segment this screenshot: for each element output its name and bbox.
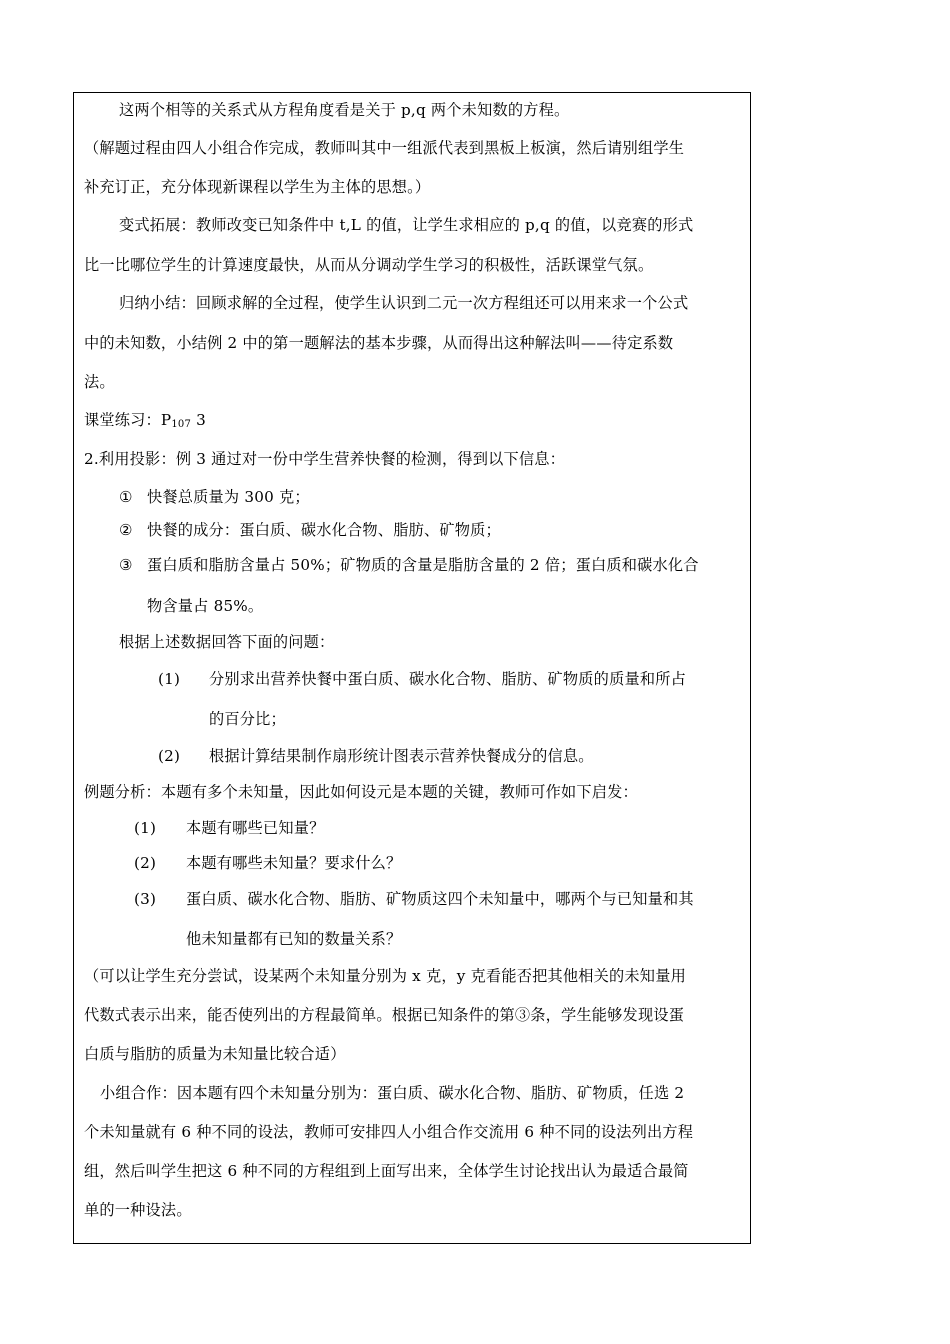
paragraph-line: 归纳小结：回顾求解的全过程，使学生认识到二元一次方程组还可以用来求一个公式 — [119, 294, 689, 312]
analysis-number: (3) — [134, 890, 157, 908]
analysis-text: 他未知量都有已知的数量关系？ — [186, 930, 402, 948]
paragraph-line: 组，然后叫学生把这 6 种不同的方程组到上面写出来，全体学生讨论找出认为最适合最简 — [84, 1162, 689, 1180]
condition-number: ② — [119, 521, 133, 539]
paragraph-line: 法。 — [84, 373, 115, 391]
analysis-text: 本题有哪些未知量？要求什么？ — [186, 854, 402, 872]
condition-text: 快餐总质量为 300 克； — [147, 488, 310, 506]
paragraph-line: 这两个相等的关系式从方程角度看是关于 p,q 两个未知数的方程。 — [119, 101, 570, 119]
exercise-label: 课堂练习：P — [84, 411, 172, 429]
condition-text: 蛋白质和脂肪含量占 50%；矿物质的含量是脂肪含量的 2 倍；蛋白质和碳水化合 — [147, 556, 699, 574]
paragraph-line: 小组合作：因本题有四个未知量分别为：蛋白质、碳水化合物、脂肪、矿物质，任选 2 — [100, 1084, 685, 1102]
question-text: 的百分比； — [209, 710, 286, 728]
question-number: (2) — [158, 747, 181, 765]
paragraph-line: 单的一种设法。 — [84, 1201, 192, 1219]
question-number: (1) — [158, 670, 181, 688]
question-text: 分别求出营养快餐中蛋白质、碳水化合物、脂肪、矿物质的质量和所占 — [209, 670, 687, 688]
paragraph-line: 代数式表示出来，能否使列出的方程最简单。根据已知条件的第③条，学生能够发现设蛋 — [84, 1006, 685, 1024]
paragraph-line: 变式拓展：教师改变已知条件中 t,L 的值，让学生求相应的 p,q 的值，以竞赛的形式 — [119, 216, 694, 234]
analysis-text: 蛋白质、碳水化合物、脂肪、矿物质这四个未知量中，哪两个与已知量和其 — [186, 890, 694, 908]
paragraph-line: 补充订正，充分体现新课程以学生为主体的思想。） — [84, 178, 431, 196]
condition-text: 快餐的成分：蛋白质、碳水化合物、脂肪、矿物质； — [147, 521, 501, 539]
question-text: 根据计算结果制作扇形统计图表示营养快餐成分的信息。 — [209, 747, 594, 765]
paragraph-line: 比一比哪位学生的计算速度最快，从而从分调动学生学习的积极性，活跃课堂气氛。 — [84, 256, 654, 274]
paragraph-line: 2.利用投影：例 3 通过对一份中学生营养快餐的检测，得到以下信息： — [84, 450, 566, 468]
analysis-number: (2) — [134, 854, 157, 872]
paragraph-line: （可以让学生充分尝试，设某两个未知量分别为 x 克，y 克看能否把其他相关的未知量用 — [84, 967, 686, 985]
analysis-number: (1) — [134, 819, 157, 837]
paragraph-line: 中的未知数，小结例 2 中的第一题解法的基本步骤，从而得出这种解法叫——待定系数 — [84, 334, 674, 352]
classroom-exercise-line — [84, 410, 206, 435]
page-subscript: 107 — [171, 419, 192, 430]
condition-number: ① — [119, 488, 133, 506]
analysis-text: 本题有哪些已知量？ — [186, 819, 325, 837]
paragraph-line: （解题过程由四人小组合作完成，教师叫其中一组派代表到黑板上板演，然后请别组学生 — [84, 139, 685, 157]
paragraph-line: 例题分析：本题有多个未知量，因此如何设元是本题的关键，教师可作如下启发： — [84, 783, 638, 801]
condition-number: ③ — [119, 556, 133, 574]
paragraph-line: 白质与脂肪的质量为未知量比较合适） — [84, 1045, 346, 1063]
condition-text: 物含量占 85%。 — [147, 597, 264, 615]
exercise-number: 3 — [191, 411, 206, 429]
paragraph-line: 个未知量就有 6 种不同的设法，教师可安排四人小组合作交流用 6 种不同的设法列出方程 — [84, 1123, 694, 1141]
paragraph-line: 根据上述数据回答下面的问题： — [119, 633, 335, 651]
